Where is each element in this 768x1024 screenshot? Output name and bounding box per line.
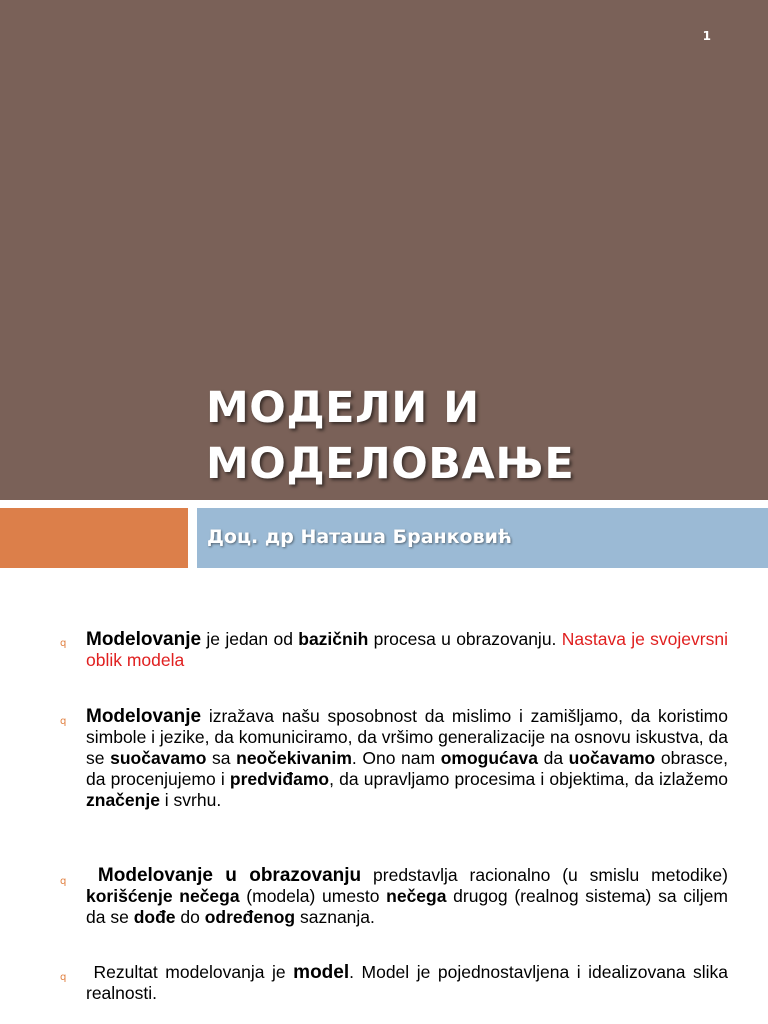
emphasis: suočavamo <box>110 748 207 768</box>
term: Modelovanje <box>86 629 202 650</box>
list-item <box>86 706 728 811</box>
bullet-icon: q <box>60 876 67 887</box>
subtitle-bar <box>197 508 768 568</box>
text: saznanja. <box>295 907 375 927</box>
emphasis: uočavamo <box>568 748 656 768</box>
highlight-text: Nastava je svojevrsni oblik modela <box>86 629 728 670</box>
emphasis: određenog <box>204 907 296 927</box>
text: i svrhu. <box>159 790 222 810</box>
slide-title <box>206 380 574 492</box>
text: , da upravljamo procesima i objektima, da izlažemo <box>329 769 729 789</box>
emphasis: korišćenje nečega <box>86 886 240 906</box>
page-number: 1 <box>702 29 711 43</box>
emphasis: nečega <box>386 886 447 906</box>
paragraph <box>86 962 728 1004</box>
emphasis: neočekivanim <box>236 748 352 768</box>
bullet-icon: q <box>60 716 67 727</box>
emphasis: značenje <box>86 790 160 810</box>
text: izražava našu sposobnost da mislimo i zamišljamo, da koristimo simbole i jezike, da komuniciramo, da vršimo generalizacije na osnovu iskustva, da se <box>86 706 728 768</box>
text: obrasce, da procenjujemo i <box>86 748 728 789</box>
slide-title-line-2: МОДЕЛОВАЊЕ <box>206 439 575 489</box>
emphasis: dođe <box>133 907 176 927</box>
text: sa <box>206 748 237 768</box>
emphasis: omogućava <box>440 748 538 768</box>
text: do <box>175 907 205 927</box>
bullet-icon: q <box>60 972 67 983</box>
paragraph <box>86 865 728 928</box>
text: drugog (realnog sistema) sa ciljem da se <box>86 886 728 927</box>
term: Modelovanje u obrazovanju <box>97 865 362 886</box>
text: . Ono nam <box>351 748 441 768</box>
text: predstavlja racionalno (u smislu metodike) <box>361 865 728 885</box>
author-subtitle: Доц. др Наташа Бранковић <box>207 526 512 548</box>
text: procesa u obrazovanju. <box>368 629 562 649</box>
text: Rezultat modelovanja je <box>93 962 294 982</box>
slide-title-line-1: МОДЕЛИ И <box>206 383 480 433</box>
list-item <box>86 629 728 671</box>
text: (modela) umesto <box>239 886 387 906</box>
text: da <box>537 748 569 768</box>
term: model <box>293 962 350 983</box>
list-item <box>86 865 728 928</box>
text: je jedan od <box>201 629 299 649</box>
accent-bar <box>0 508 188 568</box>
emphasis: bazičnih <box>298 629 369 649</box>
bullet-icon: q <box>60 638 67 649</box>
list-item <box>86 962 728 1004</box>
emphasis: predviđamo <box>229 769 330 789</box>
paragraph <box>86 706 728 811</box>
title-banner <box>0 0 768 500</box>
term: Modelovanje <box>86 706 202 727</box>
text: . Model je pojednostavljena i idealizovana slika realnosti. <box>86 962 728 1003</box>
paragraph <box>86 629 728 671</box>
